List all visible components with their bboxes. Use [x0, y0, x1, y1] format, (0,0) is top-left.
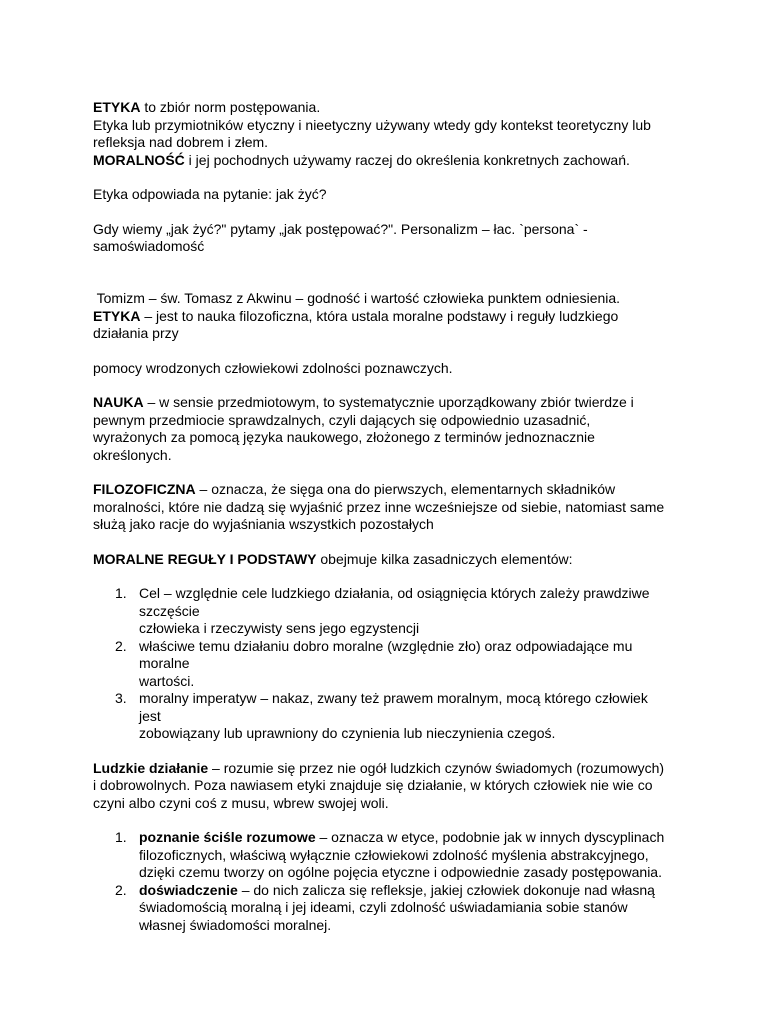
- list-number: 1.: [115, 829, 127, 845]
- list-number: 2.: [115, 881, 127, 898]
- paragraph-pomocy: pomocy wrodzonych człowiekowi zdolności poznawczych.: [93, 359, 453, 376]
- list-number: 1.: [115, 585, 127, 601]
- paragraph-etyka-definition: ETYKA to zbiór norm postępowania. Etyka lub przymiotników etyczny i nieetyczny używany wtedy gdy kontekst teoretyczny lub refleksja nad dobrem i złem. MORALNOŚĆ i jej pochodnych używamy raczej do określenia konkretnych zachowań.: [93, 99, 651, 168]
- term-filozoficzna: FILOZOFICZNA: [93, 481, 196, 497]
- list-item: 1. poznanie ściśle rozumowe – oznacza w etyce, podobnie jak w innych dyscyplinach filozoficznych, właściwą wyłącznie człowiekowi zdolność myślenia abstrakcyjnego, dzięki czemu tworzy on ogólne pojęcia etyczne i odpowiednie zasady postępowania.: [115, 829, 665, 880]
- term-ludzkie-dzialanie: Ludzkie działanie: [93, 759, 209, 776]
- numbered-list-elements: [93, 585, 673, 743]
- list-item: 1. Cel – względnie cele ludzkiego działania, od osiągnięcia których zależy prawdziwe szczęście człowieka i rzeczywisty sens jego egzystencji: [115, 585, 650, 636]
- paragraph-nauka: NAUKA – w sensie przedmiotowym, to systematycznie uporządkowany zbiór twierdze i pewnym przedmiocie sprawdzalnych, czyli dających się odpowiednio uzasadnić, wyrażonych za pomocą języka naukowego, złożonego z terminów jednoznacznie określonych.: [93, 394, 634, 463]
- term-etyka-2: ETYKA: [93, 307, 141, 324]
- list-item: 2. właściwe temu działaniu dobro moralne (względnie zło) oraz odpowiadające mu moralne wartości.: [115, 637, 633, 689]
- term-moralne-reguly: MORALNE REGUŁY I PODSTAWY: [93, 550, 317, 567]
- paragraph-moralne-reguly: MORALNE REGUŁY I PODSTAWY obejmuje kilka zasadniczych elementów:: [93, 550, 573, 567]
- list-item: 3. moralny imperatyw – nakaz, zwany też prawem moralnym, mocą którego człowiek jest zobowiązany lub uprawniony do czynienia lub nieczynienia czegoś.: [115, 690, 648, 741]
- term-moralnosc: MORALNOŚĆ: [93, 151, 185, 168]
- paragraph-filozoficzna: FILOZOFICZNA – oznacza, że sięga ona do pierwszych, elementarnych składników moralności, które nie dadzą się wyjaśnić przez inne wcześniejsze od siebie, natomiast same służą jako racje do wyjaśniania wszystkich pozostałych: [93, 481, 665, 532]
- document-page: [93, 99, 673, 934]
- list-item: 2. doświadczenie – do nich zalicza się refleksje, jakiej człowiek dokonuje nad własną świadomością moralną i jej ideami, czyli zdolność uświadamiania sobie stanów własnej świadomości moralnej.: [115, 881, 655, 933]
- list-number: 2.: [115, 637, 127, 654]
- paragraph-question: Etyka odpowiada na pytanie: jak żyć?: [93, 186, 327, 202]
- list-number: 3.: [115, 690, 127, 706]
- paragraph-personalizm: Gdy wiemy „jak żyć?" pytamy „jak postępować?". Personalizm – łac. `persona` - samoświadomość: [93, 220, 588, 254]
- term-nauka: NAUKA: [93, 394, 144, 410]
- paragraph-ludzkie-dzialanie: Ludzkie działanie – rozumie się przez nie ogół ludzkich czynów świadomych (rozumowych) i dobrowolnych. Poza nawiasem etyki znajduje się działanie, w których człowiek nie wie co czyni albo czyni coś z musu, wbrew swojej woli.: [93, 759, 665, 811]
- term-etyka: ETYKA: [93, 99, 141, 115]
- numbered-list-knowledge-sources: [93, 829, 673, 934]
- paragraph-tomizm: Tomizm – św. Tomasz z Akwinu – godność i wartość człowieka punktem odniesienia. ETYKA – jest to nauka filozoficzna, która ustala moralne podstawy i reguły ludzkiego działania przy: [93, 290, 621, 341]
